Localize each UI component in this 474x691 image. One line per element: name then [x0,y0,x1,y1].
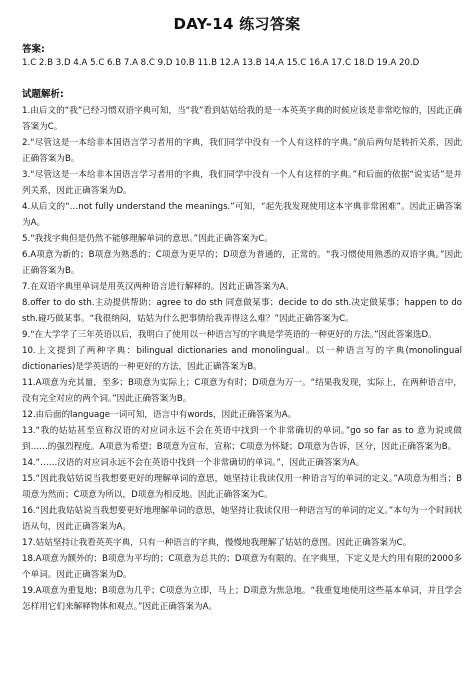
explanation-item: 11.A项意为充其量，至多；B项意为实际上；C项意为有时；D项意为万一。“结果我发现，实际上，在两种语言中，没有完全对应的两个词。”因此正确答案为B。 [22,378,462,404]
explanation-item: 14.“……汉语的对应词永远不会在英语中找到一个非常确切的单词。”，因此正确答案为A。 [22,458,365,468]
explanation-item: 1.由后文的“我”已经习惯双语字典可知，当“我”看到姑姑给我的是一本英英字典的时候应该是非常吃惊的，因此正确答案为C。 [22,106,462,132]
answers-label: 答案: [22,44,45,55]
explanation-item: 9.“在大学学了三年英语以后，我明白了使用以一种语言写的字典是学英语的一种更好的方法。”因此答案选D。 [22,330,437,340]
explanations-list [22,103,462,615]
explanation-item: 16.“因此我姑姑说当我想要更好地理解单词的意思，她坚持让我读仅用一种语言写的单词的定义。”本句为一个时间状语从句，因此正确答案为A。 [22,506,462,532]
explanation-item: 4.从后文的“…not fully understand the meanings.”可知，“起先我发现使用这本字典非常困难”。因此正确答案为A。 [22,202,462,228]
explanation-item: 2.“尽管这是一本给非本国语言学习者用的字典，我们同学中没有一个人有这样的字典。”前后两句是转折关系，因此正确答案为B。 [22,138,462,164]
explanations-label: 试题解析: [22,89,64,100]
explanation-item: 5.“我找字典但是仍然不能够理解单词的意思。”因此正确答案为C。 [22,234,273,244]
explanation-item: 13.“我的姑姑甚至宣称汉语的对应词永远不会在英语中找到一个非常确切的单词。”go so far as to 意为说或做到……的强烈程度。A项意为希望；B项意为宣布，宣称；C项意为怀疑；D项意为告诉，区分，因此正确答案为B。 [22,426,462,452]
explanation-item: 10.上文提到了两种字典：bilingual dictionaries and monolingual。以一种语言写的字典(monolingual dictionaries)是学英语的一种更好的方法，因此正确答案为B。 [22,346,462,372]
explanation-item: 7.在双语字典里单词是用英汉两种语言进行解释的。因此正确答案为A。 [22,282,294,292]
explanation-item: 15.“因此我姑姑说当我想要更好的理解单词的意思，她坚持让我读仅用一种语言写的单词的定义。”A项意为相当；B项意为然而；C项意为所以，D项意为相反地。因此正确答案为C。 [22,474,462,500]
explanation-item: 17.姑姑坚持让我看英英字典，只有一种语言的字典，慢慢地我理解了姑姑的意图。因此正确答案为C。 [22,538,412,548]
explanation-item: 6.A项意为新的；B项意为熟悉的；C项意为更早的；D项意为普通的，正常的。“我习惯使用熟悉的双语字典。”因此正确答案为B。 [22,250,462,276]
explanation-item: 18.A项意为额外的；B项意为平均的；C项意为总共的；D项意为有限的。在字典里，下定义是大约用有限的2000多个单词。因此正确答案为D。 [22,554,462,580]
explanation-item: 8.offer to do sth.主动提供帮助；agree to do sth 同意做某事；decide to do sth.决定做某事；happen to do sth.碰巧做某事。“我很纳闷，姑姑为什么把事情给我弄得这么难？”因此正确答案为C。 [22,298,462,324]
explanation-item: 19.A项意为重复地；B项意为几乎；C项意为立即，马上；D项意为焦急地。“我重复地使用这些基本单词，并且学会怎样用它们来解释物体和观点。”因此正确答案为A。 [22,586,462,612]
explanation-item: 12.由后面的language一词可知，语言中有words，因此正确答案为A。 [22,410,297,420]
explanation-item: 3.“尽管这是一本给非本国语言学习者用的字典，我们同学中没有一个人有这样的字典。”和后面的依据“说实话”是并列关系，因此正确答案为D。 [22,170,462,196]
page-title: DAY-14 练习答案 [173,15,301,33]
answers-line: 1.C 2.B 3.D 4.A 5.C 6.B 7.A 8.C 9.D 10.B 11.B 12.A 13.B 14.A 15.C 16.A 17.C 18.D 19.A 20.D [22,58,420,68]
